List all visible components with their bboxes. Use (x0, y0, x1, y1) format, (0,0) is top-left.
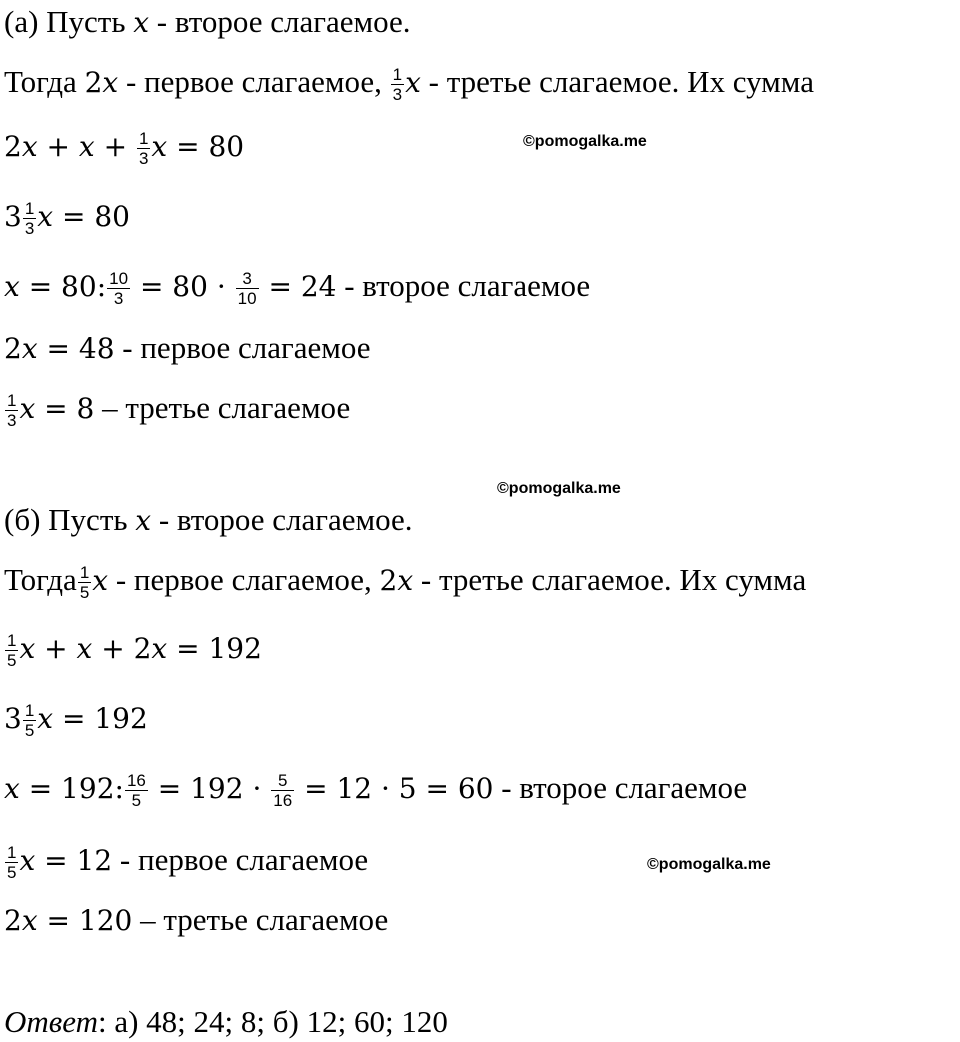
watermark: ©pomogalka.me (647, 856, 771, 873)
math-var: x (102, 66, 119, 99)
b-line-7: 2x = 120 – третье слагаемое (4, 902, 389, 937)
math-var: x (135, 504, 152, 537)
text: - первое слагаемое, (108, 562, 380, 597)
a-line-2 (4, 62, 814, 105)
a-line-7: $\frac{1}{3}$ x = 8 – третье слагаемое (7, 390, 351, 431)
a-line-5: x = 80: $\frac{10}{3}$ = 80 · $\frac{3}{10}$ = 24 - второе слагаемое (4, 268, 591, 309)
fraction: $\frac{5}{16}$ (273, 771, 293, 811)
fraction: $\frac{16}{5}$ (126, 771, 146, 811)
math-var: x (92, 564, 109, 597)
fraction: $\frac{1}{3}$ (392, 65, 403, 105)
text: – третье слагаемое (132, 902, 389, 937)
text: - первое слагаемое, (118, 64, 390, 99)
b-line-5: x = 192: $\frac{16}{5}$ = 192 · $\frac{5}{16}$ = 12 · 5 = 60 - второе слагаемое (4, 770, 748, 811)
a-line-6: 2x = 48 - первое слагаемое (4, 330, 371, 365)
text: – третье слагаемое (94, 390, 351, 425)
watermark: ©pomogalka.me (497, 480, 621, 497)
b-line-3: $\frac{1}{5}$ x + x + 2x = 192 (7, 631, 262, 671)
b-line-2: Тогда $\frac{1}{5}$ x - первое слагаемое, 2x - третье слагаемое. Их сумма (4, 562, 807, 603)
fraction: $\frac{1}{5}$ (7, 843, 17, 883)
b-line-6: $\frac{1}{5}$ x = 12 - первое слагаемое (7, 842, 369, 883)
text: (б) Пусть (4, 502, 136, 537)
text: - третье слагаемое. Их сумма (413, 562, 807, 597)
text: - второе слагаемое (336, 268, 591, 303)
answer-label: Ответ (4, 1004, 98, 1039)
text: - второе слагаемое (493, 770, 748, 805)
b-line-4: 3 $\frac{1}{5}$ x = 192 (4, 701, 148, 741)
text: - первое слагаемое (112, 842, 369, 877)
fraction: $\frac{1}{3}$ (7, 391, 17, 431)
a-line-4: 3 $\frac{1}{3}$ x = 80 (4, 199, 130, 239)
text: Тогда (4, 64, 85, 99)
fraction: $\frac{1}{3}$ (24, 199, 35, 239)
fraction: $\frac{10}{3}$ (109, 269, 129, 309)
a-line-1 (4, 2, 411, 42)
answer-line (4, 1002, 448, 1042)
text: - второе слагаемое. (149, 4, 411, 39)
watermark: ©pomogalka.me (523, 133, 647, 150)
fraction: $\frac{1}{5}$ (7, 631, 17, 671)
text: (а) Пусть (4, 4, 134, 39)
math: 2 (84, 66, 103, 99)
a-line-3: 2x + x + $\frac{1}{3}$ x = 80 (4, 129, 245, 169)
fraction: $\frac{3}{10}$ (237, 269, 257, 309)
text: - первое слагаемое (114, 330, 371, 365)
fraction: $\frac{1}{5}$ (79, 563, 90, 603)
b-line-1 (4, 500, 413, 540)
fraction: $\frac{1}{5}$ (24, 701, 35, 741)
text: - третье слагаемое. Их сумма (420, 64, 814, 99)
answer-text: : а) 48; 24; 8; б) 12; 60; 120 (97, 1004, 448, 1039)
fraction: $\frac{1}{3}$ (138, 129, 149, 169)
math-var: x (405, 66, 421, 99)
text: - второе слагаемое. (151, 502, 413, 537)
math-var: x (133, 6, 150, 39)
text: Тогда (4, 562, 77, 597)
